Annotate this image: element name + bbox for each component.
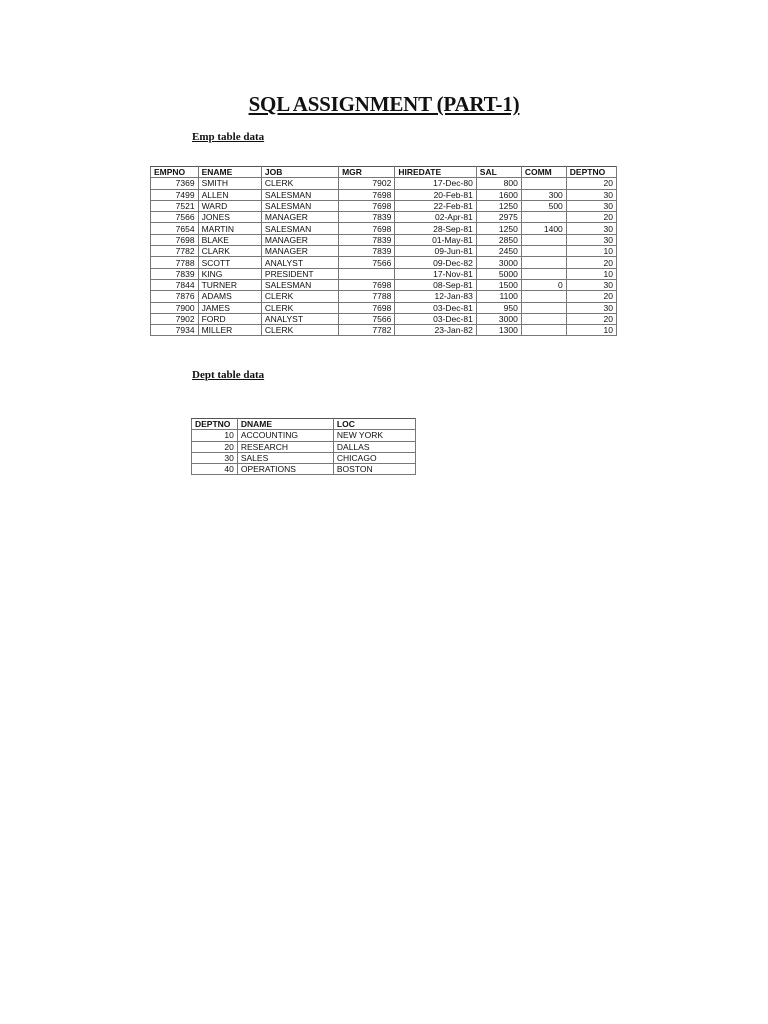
emp-cell: SALESMAN: [261, 223, 338, 234]
emp-cell: SALESMAN: [261, 189, 338, 200]
emp-table-row: [151, 302, 617, 313]
emp-cell: 30: [566, 234, 616, 245]
emp-table-row: [151, 246, 617, 257]
emp-cell: 10: [566, 246, 616, 257]
emp-cell: 3000: [476, 257, 521, 268]
emp-cell: ADAMS: [198, 291, 261, 302]
emp-cell: MANAGER: [261, 246, 338, 257]
emp-cell: 02-Apr-81: [395, 212, 476, 223]
emp-table-row: [151, 325, 617, 336]
emp-cell: 28-Sep-81: [395, 223, 476, 234]
emp-cell: [521, 246, 566, 257]
emp-cell: 7499: [151, 189, 199, 200]
emp-cell: FORD: [198, 313, 261, 324]
emp-cell: CLERK: [261, 325, 338, 336]
emp-table-caption: Emp table data: [192, 131, 265, 143]
emp-table-row: [151, 279, 617, 290]
emp-cell: 30: [566, 302, 616, 313]
emp-cell: [521, 291, 566, 302]
emp-cell: 30: [566, 223, 616, 234]
dept-table-body: [192, 430, 416, 475]
emp-cell: 17-Dec-80: [395, 178, 476, 189]
emp-cell: 01-May-81: [395, 234, 476, 245]
emp-cell: WARD: [198, 200, 261, 211]
emp-cell: 08-Sep-81: [395, 279, 476, 290]
emp-cell: TURNER: [198, 279, 261, 290]
emp-cell: CLERK: [261, 178, 338, 189]
emp-cell: 03-Dec-81: [395, 302, 476, 313]
emp-cell: 03-Dec-81: [395, 313, 476, 324]
emp-cell: [521, 178, 566, 189]
emp-cell: JAMES: [198, 302, 261, 313]
emp-cell: 17-Nov-81: [395, 268, 476, 279]
emp-cell: 12-Jan-83: [395, 291, 476, 302]
dept-col-header: DEPTNO: [192, 419, 238, 430]
dept-table: [191, 418, 416, 475]
emp-cell: 1250: [476, 223, 521, 234]
emp-col-header: DEPTNO: [566, 167, 616, 178]
emp-cell: [521, 234, 566, 245]
dept-table-row: [192, 464, 416, 475]
emp-table-row: [151, 291, 617, 302]
emp-cell: MARTIN: [198, 223, 261, 234]
dept-table-header-row: [192, 419, 416, 430]
emp-cell: [521, 212, 566, 223]
emp-cell: 1300: [476, 325, 521, 336]
emp-cell: PRESIDENT: [261, 268, 338, 279]
dept-cell: SALES: [237, 452, 333, 463]
dept-cell: RESEARCH: [237, 441, 333, 452]
emp-cell: 1100: [476, 291, 521, 302]
emp-cell: 23-Jan-82: [395, 325, 476, 336]
emp-cell: BLAKE: [198, 234, 261, 245]
emp-cell: 2850: [476, 234, 521, 245]
emp-cell: 7902: [339, 178, 395, 189]
emp-cell: ANALYST: [261, 313, 338, 324]
emp-cell: [521, 313, 566, 324]
emp-cell: 7698: [339, 200, 395, 211]
emp-cell: KING: [198, 268, 261, 279]
emp-cell: 2975: [476, 212, 521, 223]
emp-cell: 7698: [339, 189, 395, 200]
emp-cell: 09-Dec-82: [395, 257, 476, 268]
emp-cell: 7788: [151, 257, 199, 268]
emp-table-header-row: [151, 167, 617, 178]
emp-cell: 7839: [151, 268, 199, 279]
emp-table-row: [151, 234, 617, 245]
dept-table-row: [192, 430, 416, 441]
emp-cell: 0: [521, 279, 566, 290]
dept-cell: BOSTON: [333, 464, 415, 475]
emp-cell: 7876: [151, 291, 199, 302]
emp-cell: 7844: [151, 279, 199, 290]
emp-cell: MILLER: [198, 325, 261, 336]
emp-cell: [521, 257, 566, 268]
emp-cell: 800: [476, 178, 521, 189]
emp-table-row: [151, 178, 617, 189]
emp-cell: 7566: [339, 313, 395, 324]
emp-col-header: SAL: [476, 167, 521, 178]
emp-cell: CLERK: [261, 302, 338, 313]
emp-table-row: [151, 257, 617, 268]
emp-cell: 1600: [476, 189, 521, 200]
emp-cell: 1250: [476, 200, 521, 211]
emp-cell: 20: [566, 291, 616, 302]
emp-cell: CLARK: [198, 246, 261, 257]
emp-table: [150, 166, 617, 336]
emp-cell: 30: [566, 200, 616, 211]
emp-cell: 7934: [151, 325, 199, 336]
emp-cell: 30: [566, 189, 616, 200]
emp-cell: 7782: [151, 246, 199, 257]
dept-cell: 40: [192, 464, 238, 475]
emp-cell: [521, 302, 566, 313]
emp-cell: [521, 325, 566, 336]
dept-cell: 30: [192, 452, 238, 463]
emp-cell: 500: [521, 200, 566, 211]
emp-cell: 10: [566, 268, 616, 279]
emp-col-header: ENAME: [198, 167, 261, 178]
emp-cell: ANALYST: [261, 257, 338, 268]
emp-cell: 20: [566, 313, 616, 324]
emp-cell: 20: [566, 257, 616, 268]
dept-cell: 10: [192, 430, 238, 441]
emp-cell: 22-Feb-81: [395, 200, 476, 211]
emp-cell: 10: [566, 325, 616, 336]
dept-table-row: [192, 452, 416, 463]
emp-cell: 7902: [151, 313, 199, 324]
emp-cell: 7698: [339, 279, 395, 290]
emp-table-row: [151, 189, 617, 200]
emp-table-row: [151, 212, 617, 223]
emp-cell: SALESMAN: [261, 200, 338, 211]
emp-table-row: [151, 268, 617, 279]
emp-cell: 7788: [339, 291, 395, 302]
emp-cell: 950: [476, 302, 521, 313]
emp-cell: 1500: [476, 279, 521, 290]
emp-cell: 2450: [476, 246, 521, 257]
emp-cell: 20: [566, 178, 616, 189]
dept-col-header: LOC: [333, 419, 415, 430]
dept-cell: CHICAGO: [333, 452, 415, 463]
emp-cell: 7839: [339, 234, 395, 245]
emp-cell: 7900: [151, 302, 199, 313]
emp-cell: 20-Feb-81: [395, 189, 476, 200]
emp-cell: SMITH: [198, 178, 261, 189]
emp-table-body: [151, 178, 617, 336]
emp-cell: 7782: [339, 325, 395, 336]
dept-table-caption: Dept table data: [192, 369, 265, 381]
emp-cell: SCOTT: [198, 257, 261, 268]
emp-cell: 3000: [476, 313, 521, 324]
dept-table-row: [192, 441, 416, 452]
dept-cell: OPERATIONS: [237, 464, 333, 475]
emp-cell: 7839: [339, 246, 395, 257]
page-title: SQL ASSIGNMENT (PART-1): [248, 92, 520, 116]
emp-cell: 7698: [151, 234, 199, 245]
emp-cell: MANAGER: [261, 234, 338, 245]
emp-cell: 7698: [339, 223, 395, 234]
emp-cell: 1400: [521, 223, 566, 234]
emp-cell: [339, 268, 395, 279]
emp-col-header: JOB: [261, 167, 338, 178]
emp-cell: 7521: [151, 200, 199, 211]
emp-cell: 7698: [339, 302, 395, 313]
dept-col-header: DNAME: [237, 419, 333, 430]
emp-cell: CLERK: [261, 291, 338, 302]
emp-cell: SALESMAN: [261, 279, 338, 290]
dept-cell: 20: [192, 441, 238, 452]
emp-col-header: HIREDATE: [395, 167, 476, 178]
emp-cell: ALLEN: [198, 189, 261, 200]
emp-table-row: [151, 223, 617, 234]
emp-cell: JONES: [198, 212, 261, 223]
dept-cell: DALLAS: [333, 441, 415, 452]
dept-cell: NEW YORK: [333, 430, 415, 441]
emp-cell: 20: [566, 212, 616, 223]
emp-cell: 30: [566, 279, 616, 290]
emp-cell: 7566: [151, 212, 199, 223]
dept-cell: ACCOUNTING: [237, 430, 333, 441]
emp-col-header: MGR: [339, 167, 395, 178]
emp-cell: 7839: [339, 212, 395, 223]
emp-table-row: [151, 313, 617, 324]
emp-cell: 7566: [339, 257, 395, 268]
emp-table-row: [151, 200, 617, 211]
emp-col-header: EMPNO: [151, 167, 199, 178]
emp-col-header: COMM: [521, 167, 566, 178]
emp-cell: 300: [521, 189, 566, 200]
emp-cell: 09-Jun-81: [395, 246, 476, 257]
emp-cell: 5000: [476, 268, 521, 279]
emp-cell: 7369: [151, 178, 199, 189]
emp-cell: [521, 268, 566, 279]
emp-cell: 7654: [151, 223, 199, 234]
emp-cell: MANAGER: [261, 212, 338, 223]
